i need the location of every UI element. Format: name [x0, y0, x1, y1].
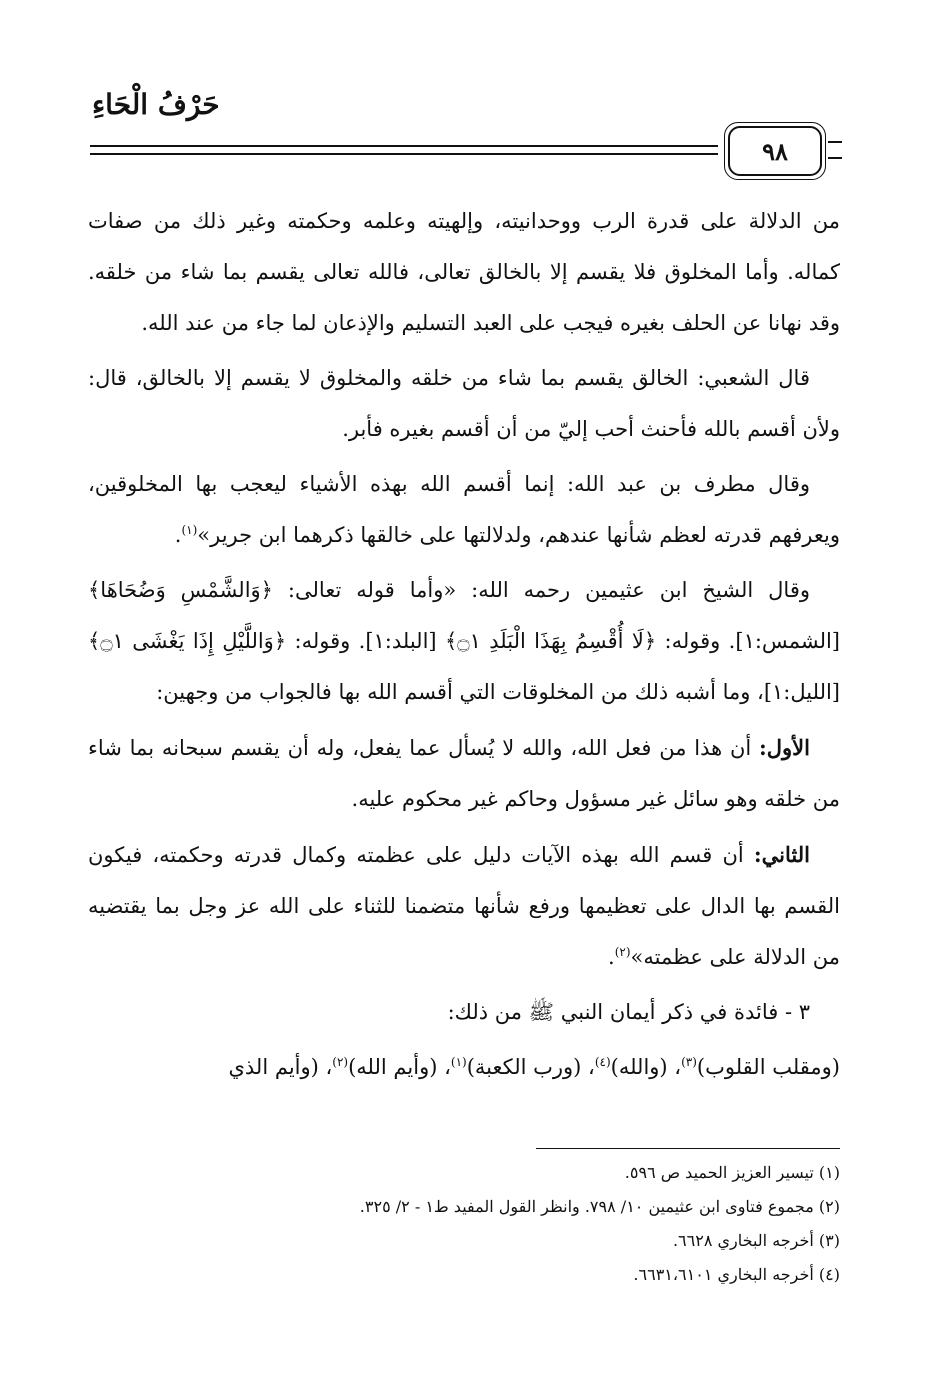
footnote-item: (٤) أخرجه البخاري ٦٦٣١،٦١٠١.	[633, 1265, 840, 1284]
footnote-ref: (١)	[181, 523, 198, 537]
header-rule-bottom	[90, 153, 718, 155]
paragraph-1: من الدلالة على قدرة الرب ووحدانيته، وإلهيته وعلمه وحكمته وغير ذلك من صفات كماله. وأما المخلوق فلا يقسم إلا بالخالق تعالى، فالله تعالى يقسم بما شاء من خلقه. وقد نهانا عن الحلف بغيره فيجب على العبد التسليم والإذعان لما جاء من عند الله.	[88, 209, 840, 335]
oaths-line: (ومقلب القلوب)$^{(٣)}$، (والله)$^{(٤)}$، (ورب الكعبة)$^{(١)}$، (وأيم الله)$^{(٢)}$، (وأيم الذي	[228, 1055, 840, 1079]
footnote-ref: (٤)	[594, 1055, 611, 1069]
footnotes	[88, 1156, 840, 1292]
footnote-ref: (٢)	[614, 945, 631, 959]
footnote-item: (١) تيسير العزيز الحميد ص ٥٩٦.	[624, 1163, 840, 1182]
header-rule-tick-top	[828, 141, 842, 143]
page-number: ٩٨	[728, 126, 822, 176]
paragraph-5: الأول: أن هذا من فعل الله، والله لا يُسأل عما يفعل، وله أن يقسم سبحانه بما شاء من خلقه وهو سائل غير مسؤول وحاكم غير محكوم عليه.	[88, 735, 840, 811]
header-rule-top	[90, 145, 718, 147]
footnote-ref: (١)	[450, 1055, 467, 1069]
section-heading: ٣ - فائدة في ذكر أيمان النبي ﷺ من ذلك:	[447, 1000, 810, 1024]
paragraph-3: وقال مطرف بن عبد الله: إنما أقسم الله بهذه الأشياء ليعجب بها المخلوقين، ويعرفهم قدرته لعظم شأنها عندهم، ولدلالتها على خالقها ذكرهما ابن جرير»$^{(١)}$.	[88, 472, 840, 547]
footnote-ref: (٢)	[332, 1055, 349, 1069]
paragraph-6: الثاني: أن قسم الله بهذه الآيات دليل على عظمته وكمال قدرته وحكمته، فيكون القسم بها الدال على تعظيمها ورفع شأنها متضمنا للثناء على الله عز وجل بما يقتضيه من الدلالة على عظمته»$^{(٢)}$.	[88, 842, 840, 969]
footnote-item: (٣) أخرجه البخاري ٦٦٢٨.	[672, 1231, 840, 1250]
paragraph-2: قال الشعبي: الخالق يقسم بما شاء من خلقه والمخلوق لا يقسم إلا بالخالق، قال: ولأن أقسم بالله فأحنث أحب إليّ من أن أقسم بغيره فأبر.	[88, 366, 840, 441]
footnote-divider	[536, 1148, 840, 1149]
header-rule-tick-bottom	[828, 157, 842, 159]
footnote-ref: (٣)	[681, 1055, 697, 1069]
paragraph-4: وقال الشيخ ابن عثيمين رحمه الله: «وأما قوله تعالى: ﴿وَالشَّمْسِ وَضُحَاهَا﴾ [الشمس:١]. وقوله: ﴿لَا أُقْسِمُ بِهَذَا الْبَلَدِ ۝١﴾ [البلد:١]. وقوله: ﴿وَاللَّيْلِ إِذَا يَغْشَى ۝١﴾ [الليل:١]، وما أشبه ذلك من المخلوقات التي أقسم الله بها فالجواب من وجهين:	[88, 578, 840, 704]
footnote-item: (٢) مجموع فتاوى ابن عثيمين ١٠/ ٧٩٨. وانظر القول المفيد ط١ - ٢/ ٣٢٥.	[359, 1197, 840, 1216]
point-lead: الأول:	[759, 735, 810, 760]
main-text	[88, 196, 840, 1097]
point-lead: الثاني:	[753, 842, 810, 867]
chapter-title: حَرْفُ الْحَاءِ	[92, 88, 220, 121]
